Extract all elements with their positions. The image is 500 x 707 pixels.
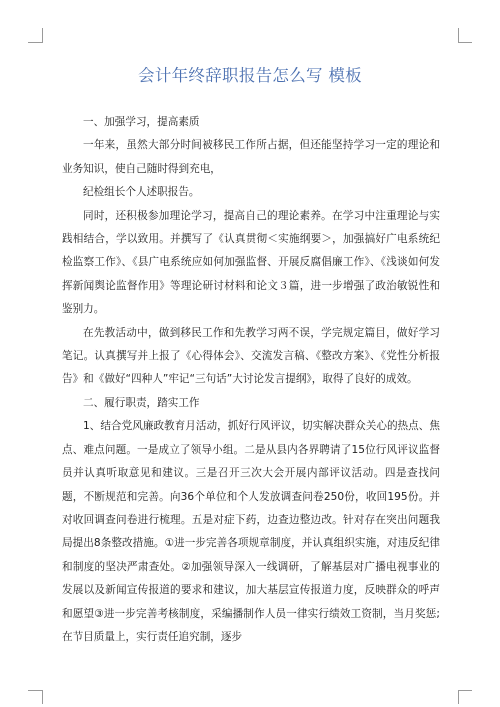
crop-mark-top-right — [458, 42, 472, 43]
paragraph: 在先教活动中，做到移民工作和先教学习两不误，学完规定篇目，做好学习笔记。认真撰写并上报了《心得体会》、交流发言稿、《整改方案》、《党性分析报告》和《做好“四种人”牢记“三句话”大讨论发言提纲》，取得了良好的成效。 — [62, 326, 440, 386]
paragraph: 一年来，虽然大部分时间被移民工作所占据，但还能坚持学习一定的理论和业务知识，使自己随时得到充电， — [62, 139, 440, 175]
paragraph: 1、结合党风廉政教育月活动，抓好行风评议，切实解决群众关心的热点、焦点、难点问题。一是成立了领导小组。二是从县内各界聘请了15位行风评议监督员并认真听取意见和建议。三是召开三次大会开展内部评议活动。四是查找问题，不断规范和完善。向36个单位和个人发放调查问卷250份，收回195份。并对收回调查问卷进行梳理。五是对症下药，边查边整边改。针对存在突出问题我局提出8条整改措施。①进一步完善各项规章制度，并认真组织实施，对违反纪律和制度的坚决严肃查处。②加强领导深入一线调研，了解基层对广播电视事业的发展以及新闻宣传报道的要求和建议，加大基层宣传报道力度，反映群众的呼声和愿望③进一步完善考核制度，采编播制作人员一律实行绩效工资制，当月奖惩;在节目质量上，实行责任追究制，逐步 — [62, 420, 440, 643]
crop-mark-bottom-right — [458, 690, 472, 691]
section-heading: 二、履行职责，踏实工作 — [83, 396, 200, 409]
crop-mark-top-left — [28, 42, 42, 43]
crop-mark-bottom-right — [458, 690, 459, 704]
document-title: 会计年终辞职报告怎么写 模板 — [138, 66, 362, 85]
paragraph: 纪检组长个人述职报告。 — [83, 186, 200, 199]
crop-mark-top-left — [42, 28, 43, 43]
crop-mark-bottom-left — [42, 690, 43, 704]
paragraph: 同时，还积极参加理论学习，提高自己的理论素养。在学习中注重理论与实践相结合，学以致用。并撰写了《认真贯彻＜实施纲要＞，加强搞好广电系统纪检监察工作》、《县广电系统应如何加强监督、开展反腐倡廉工作》、《浅谈如何发挥新闻舆论监督作用》等理论研讨材料和论文３篇，进一步增强了政治敏锐性和鉴别力。 — [62, 209, 440, 316]
document-body — [62, 111, 440, 649]
crop-mark-top-right — [458, 28, 459, 43]
crop-mark-bottom-left — [28, 690, 42, 691]
section-heading: 一、加强学习，提高素质 — [83, 116, 200, 128]
